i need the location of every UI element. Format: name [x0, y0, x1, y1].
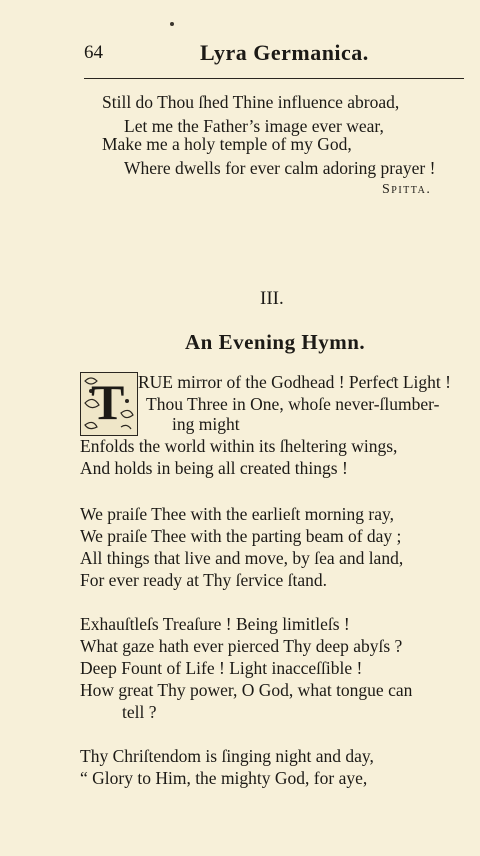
- verse-line: Deep Fount of Life ! Light inacceſſible !: [80, 658, 363, 678]
- verse-line: Exhauſtleſs Treaſure ! Being limitleſs !: [80, 614, 350, 634]
- verse-line: Enfolds the world within its ſheltering wings,: [80, 436, 398, 456]
- verse-line: We praiſe Thee with the parting beam of day ;: [80, 526, 402, 546]
- running-head: Lyra Germanica.: [200, 40, 369, 65]
- verse-line: And holds in being all created things !: [80, 458, 348, 478]
- verse-line: Make me a holy temple of my God,: [102, 134, 352, 154]
- verse-line: Where dwells for ever calm adoring prayer !: [124, 158, 436, 178]
- verse-line: All things that live and move, by ſea and land,: [80, 548, 404, 568]
- verse-line: We praiſe Thee with the earlieſt morning ray,: [80, 504, 394, 524]
- drop-cap-letter: T: [91, 374, 125, 430]
- verse-line: How great Thy power, O God, what tongue can: [80, 680, 413, 700]
- verse-line: ing might: [172, 414, 240, 434]
- page-number: 64: [84, 42, 103, 63]
- verse-line: What gaze hath ever pierced Thy deep abyſs ?: [80, 636, 403, 656]
- section-number: III.: [260, 288, 284, 309]
- verse-line: “ Glory to Him, the mighty God, for aye,: [80, 768, 368, 788]
- verse-line: For ever ready at Thy ſervice ſtand.: [80, 570, 328, 590]
- verse-line: Still do Thou ſhed Thine influence abroad,: [102, 92, 400, 112]
- verse-line: Let me the Father’s image ever wear,: [124, 116, 384, 136]
- verse-line: Thy Chriſtendom is ſinging night and day,: [80, 746, 374, 766]
- verse-line: Thou Three in One, whoſe never-ſlumber-: [146, 394, 440, 414]
- drop-cap-ornament: [80, 372, 138, 436]
- ink-speck: [170, 22, 174, 26]
- hymn-title: An Evening Hymn.: [185, 330, 366, 354]
- verse-line: tell ?: [122, 702, 157, 722]
- header-rule: [84, 78, 464, 79]
- verse-line: RUE mirror of the Godhead ! Perfeƈt Light !: [138, 372, 451, 392]
- attribution: Spitta.: [382, 182, 432, 197]
